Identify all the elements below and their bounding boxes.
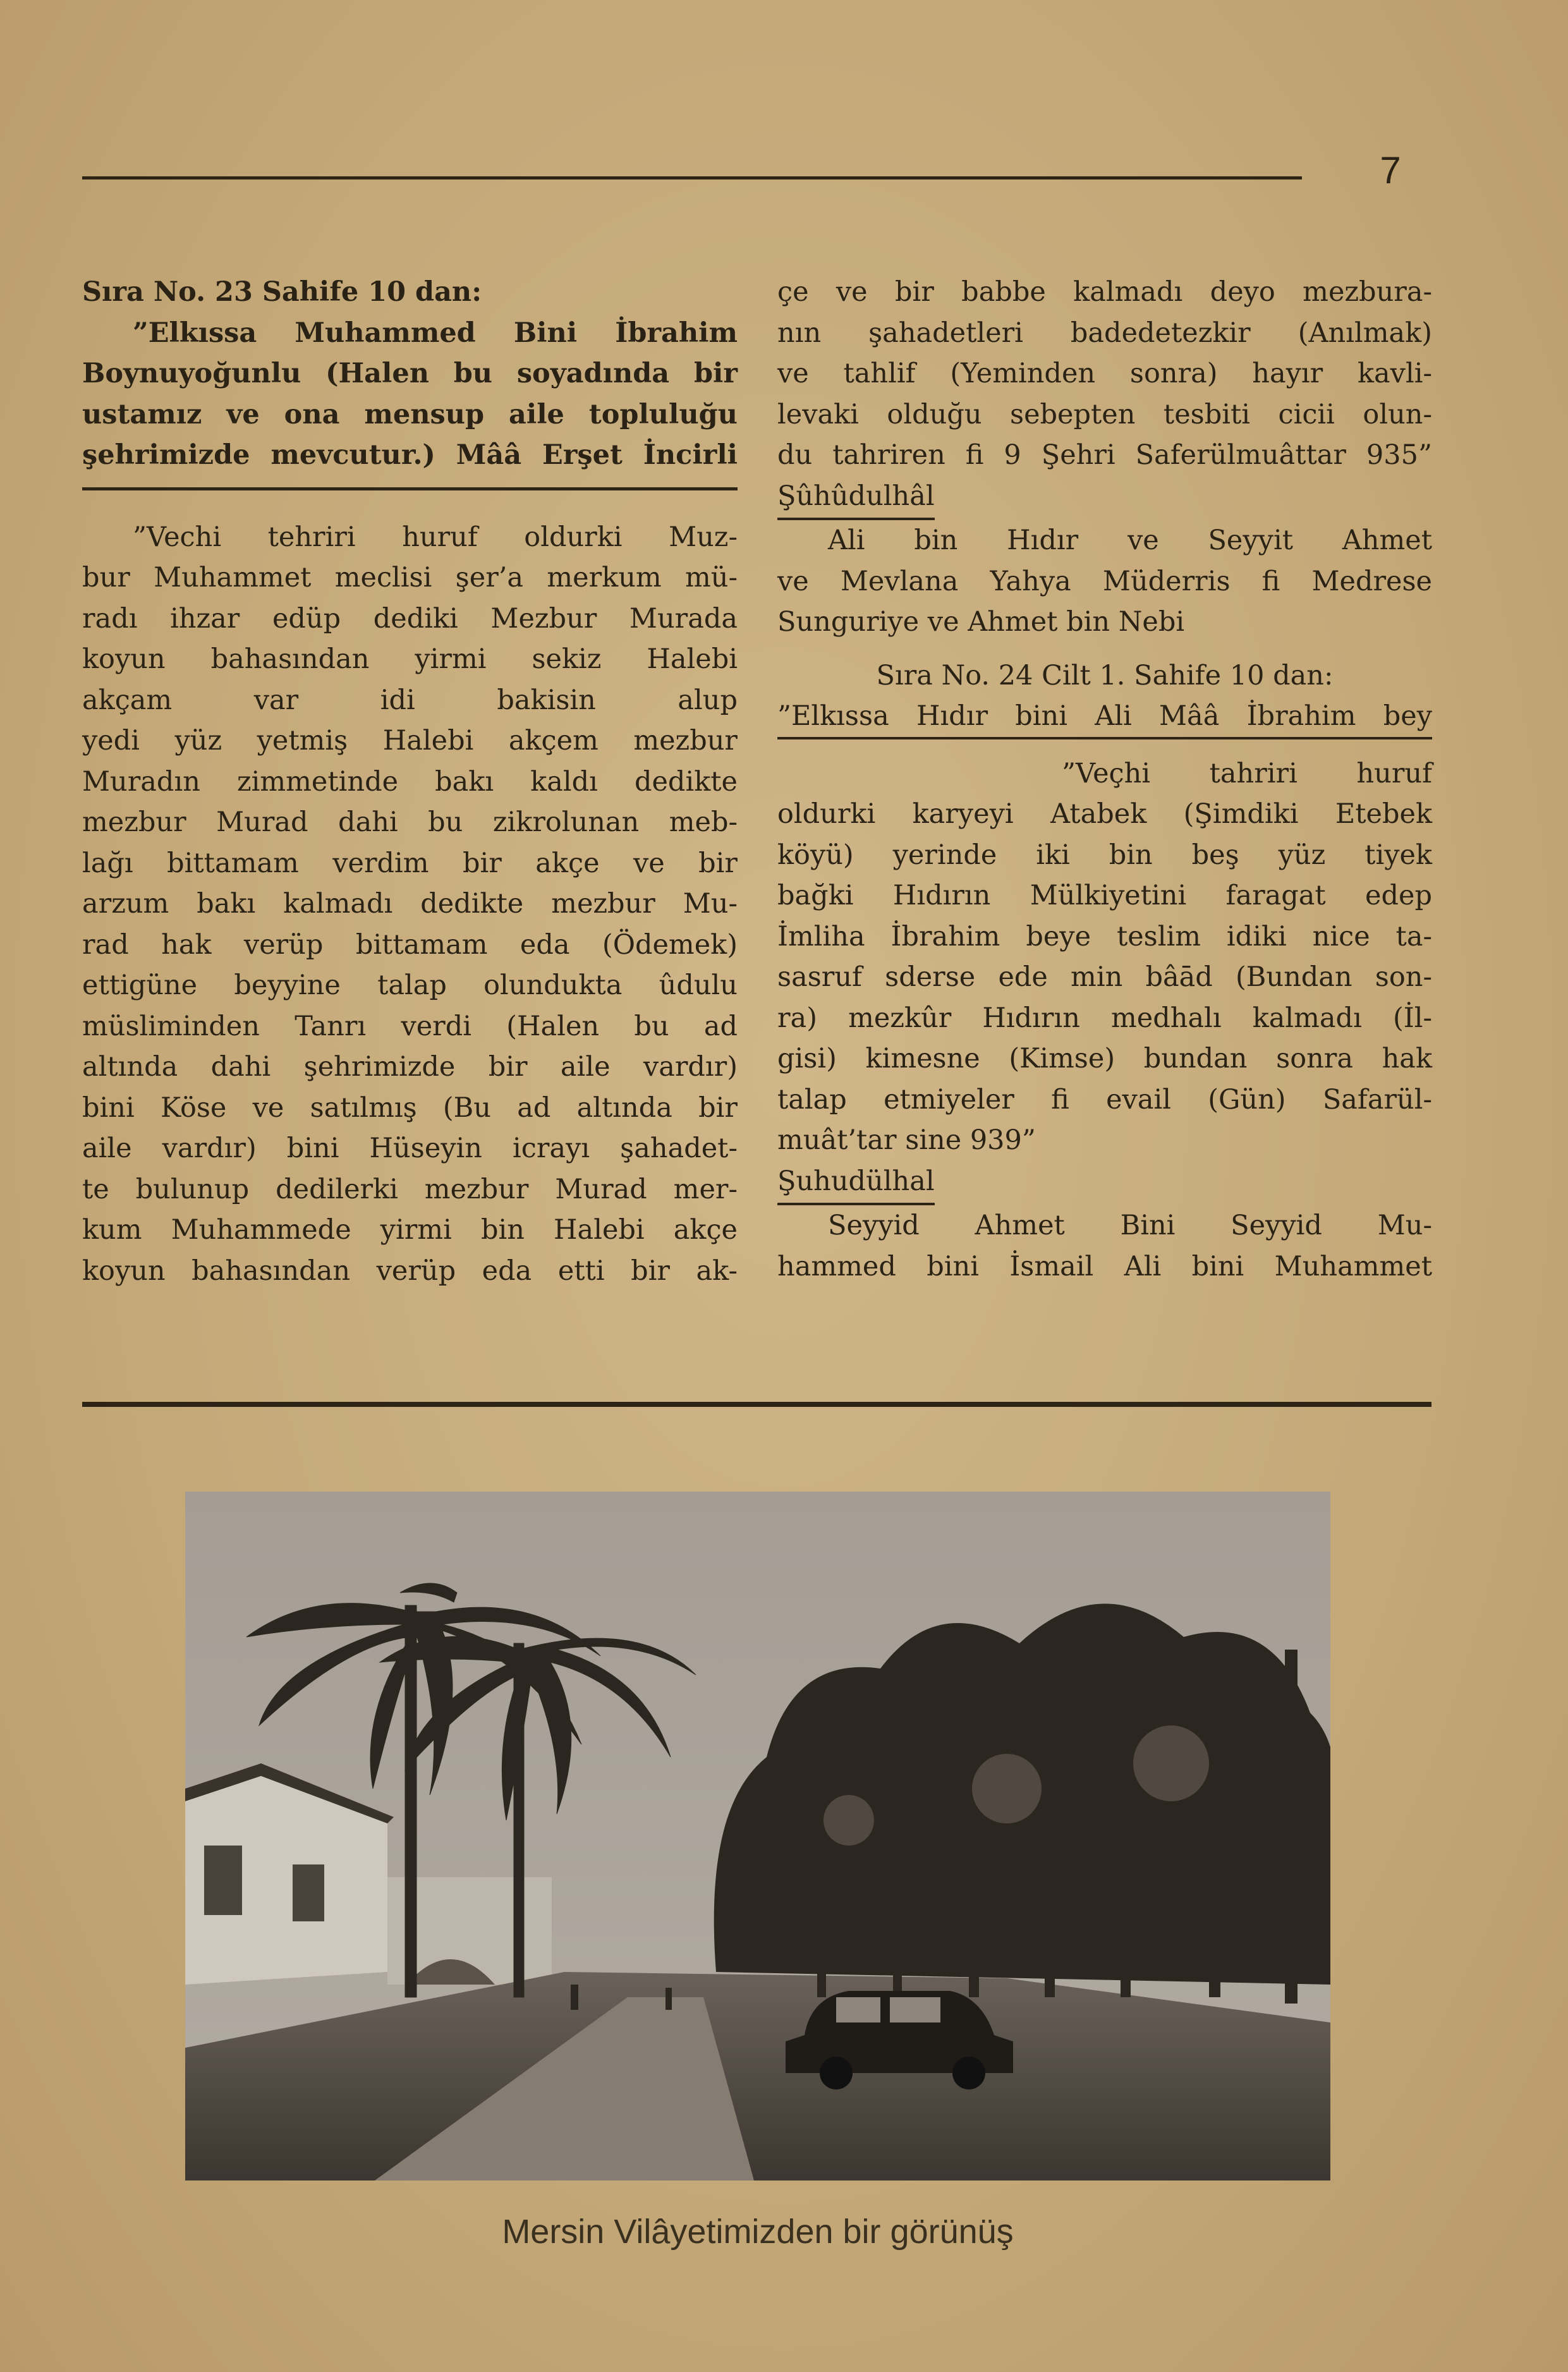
left-line-10: akçam var idi bakisin alup (82, 684, 738, 716)
left-line-6: ”Vechi tehriri huruf oldurki Muz- (133, 521, 738, 553)
right-line-8: Sunguriye ve Ahmet bin Nebi (777, 606, 1185, 638)
right-line-18: gisi) kimesne (Kimse) bundan sonra hak (777, 1043, 1432, 1074)
right-line-23: hammed bini İsmail Ali bini Muhammet (777, 1250, 1432, 1282)
left-line-2: Boynuyoğunlu (Halen bu soyadında bir (82, 358, 738, 389)
record-heading-24: Sıra No. 24 Cilt 1. Sahife 10 dan: (876, 659, 1334, 691)
right-line-22: Seyyid Ahmet Bini Seyyid Mu- (828, 1210, 1432, 1241)
left-line-23: kum Muhammede yirmi bin Halebi akçe (82, 1214, 738, 1246)
right-line-20: muât’tar sine 939” (777, 1124, 1036, 1156)
left-line-8: radı ihzar edüp dediki Mezbur Murada (82, 602, 738, 635)
left-line-24: koyun bahasından verüp eda etti bir ak- (82, 1255, 738, 1287)
left-line-3: ustamız ve ona mensup aile topluluğu (82, 398, 738, 430)
left-line-0: Sıra No. 23 Sahife 10 dan: (82, 276, 482, 308)
signatories-label-2: Şuhudülhal (777, 1161, 1432, 1206)
left-line-9: koyun bahasından yirmi sekiz Halebi (82, 643, 738, 675)
left-line-12: Muradın zimmetinde bakı kaldı dedikte (82, 765, 738, 798)
right-line-4: du tahriren fi 9 Şehri Saferülmuâttar 935” (777, 439, 1432, 471)
street-photo (185, 1492, 1330, 2180)
signatories-label-1: Şûhûdulhâl (777, 476, 1432, 521)
left-line-19: altında dahi şehrimizde bir aile vardır) (82, 1051, 738, 1083)
left-line-1: ”Elkıssa Muhammed Bini İbrahim (133, 317, 738, 349)
left-line-15: arzum bakı kalmadı dedikte mezbur Mu- (82, 888, 738, 920)
left-line-11: yedi yüz yetmiş Halebi akçem mezbur (82, 725, 738, 757)
left-line-4: şehrimizde mevcutur.) Mââ Erşet İncirli (82, 439, 738, 471)
left-line-21: aile vardır) bini Hüseyin icrayı şahadet- (82, 1133, 738, 1164)
right-column (777, 272, 1432, 1287)
right-line-0: çe ve bir babbe kalmadı deyo mezbura- (777, 276, 1432, 308)
right-line-1: nın şahadetleri badedetezkir (Anılmak) (777, 317, 1432, 349)
right-line-12: oldurki karyeyi Atabek (Şimdiki Etebek (777, 798, 1432, 830)
left-line-18: müsliminden Tanrı verdi (Halen bu ad (82, 1010, 738, 1042)
right-line-11: ”Veçhi tahriri huruf (1062, 757, 1432, 789)
right-line-6: Ali bin Hıdır ve Seyyit Ahmet (828, 525, 1432, 556)
left-line-22: te bulunup dedilerki mezbur Murad mer- (82, 1173, 738, 1205)
right-line-16: sasruf sderse ede min bâād (Bundan son- (777, 961, 1432, 993)
right-line-7: ve Mevlana Yahya Müderris fi Medrese (777, 565, 1432, 597)
right-line-13: köyü) yerinde iki bin beş yüz tiyek (777, 839, 1432, 871)
left-line-17: ettigüne beyyine talap olundukta ûdulu (82, 970, 738, 1001)
left-line-16: rad hak verüp bittamam eda (Ödemek) (82, 928, 738, 961)
photo-top-rule (82, 1402, 1431, 1407)
right-line-15: İmliha İbrahim beye teslim idiki nice ta- (777, 920, 1432, 952)
left-line-14: lağı bittamam verdim bir akçe ve bir (82, 847, 738, 879)
left-line-7: bur Muhammet meclisi şer’a merkum mü- (82, 562, 738, 593)
right-line-19: talap etmiyeler fi evail (Gün) Safarül- (777, 1083, 1432, 1116)
photo-caption: Mersin Vilâyetimizden bir görünüş (502, 2213, 1014, 2251)
section-divider (82, 487, 738, 490)
right-line-17: ra) mezkûr Hıdırın medhalı kalmadı (İl- (777, 1002, 1432, 1034)
left-line-20: bini Köse ve satılmış (Bu ad altında bir (82, 1092, 738, 1124)
right-line-3: levaki olduğu sebepten tesbiti cicii olun- (777, 398, 1432, 430)
left-column (82, 272, 738, 1291)
header-rule (82, 176, 1302, 179)
left-line-13: mezbur Murad dahi bu zikrolunan meb- (82, 806, 738, 838)
right-line-10: ”Elkıssa Hıdır bini Ali Mââ İbrahim bey (777, 696, 1432, 739)
right-line-14: bağki Hıdırın Mülkiyetini faragat edep (777, 880, 1432, 911)
page-number: 7 (1380, 149, 1401, 192)
right-line-2: ve tahlif (Yeminden sonra) hayır kavli- (777, 358, 1432, 389)
